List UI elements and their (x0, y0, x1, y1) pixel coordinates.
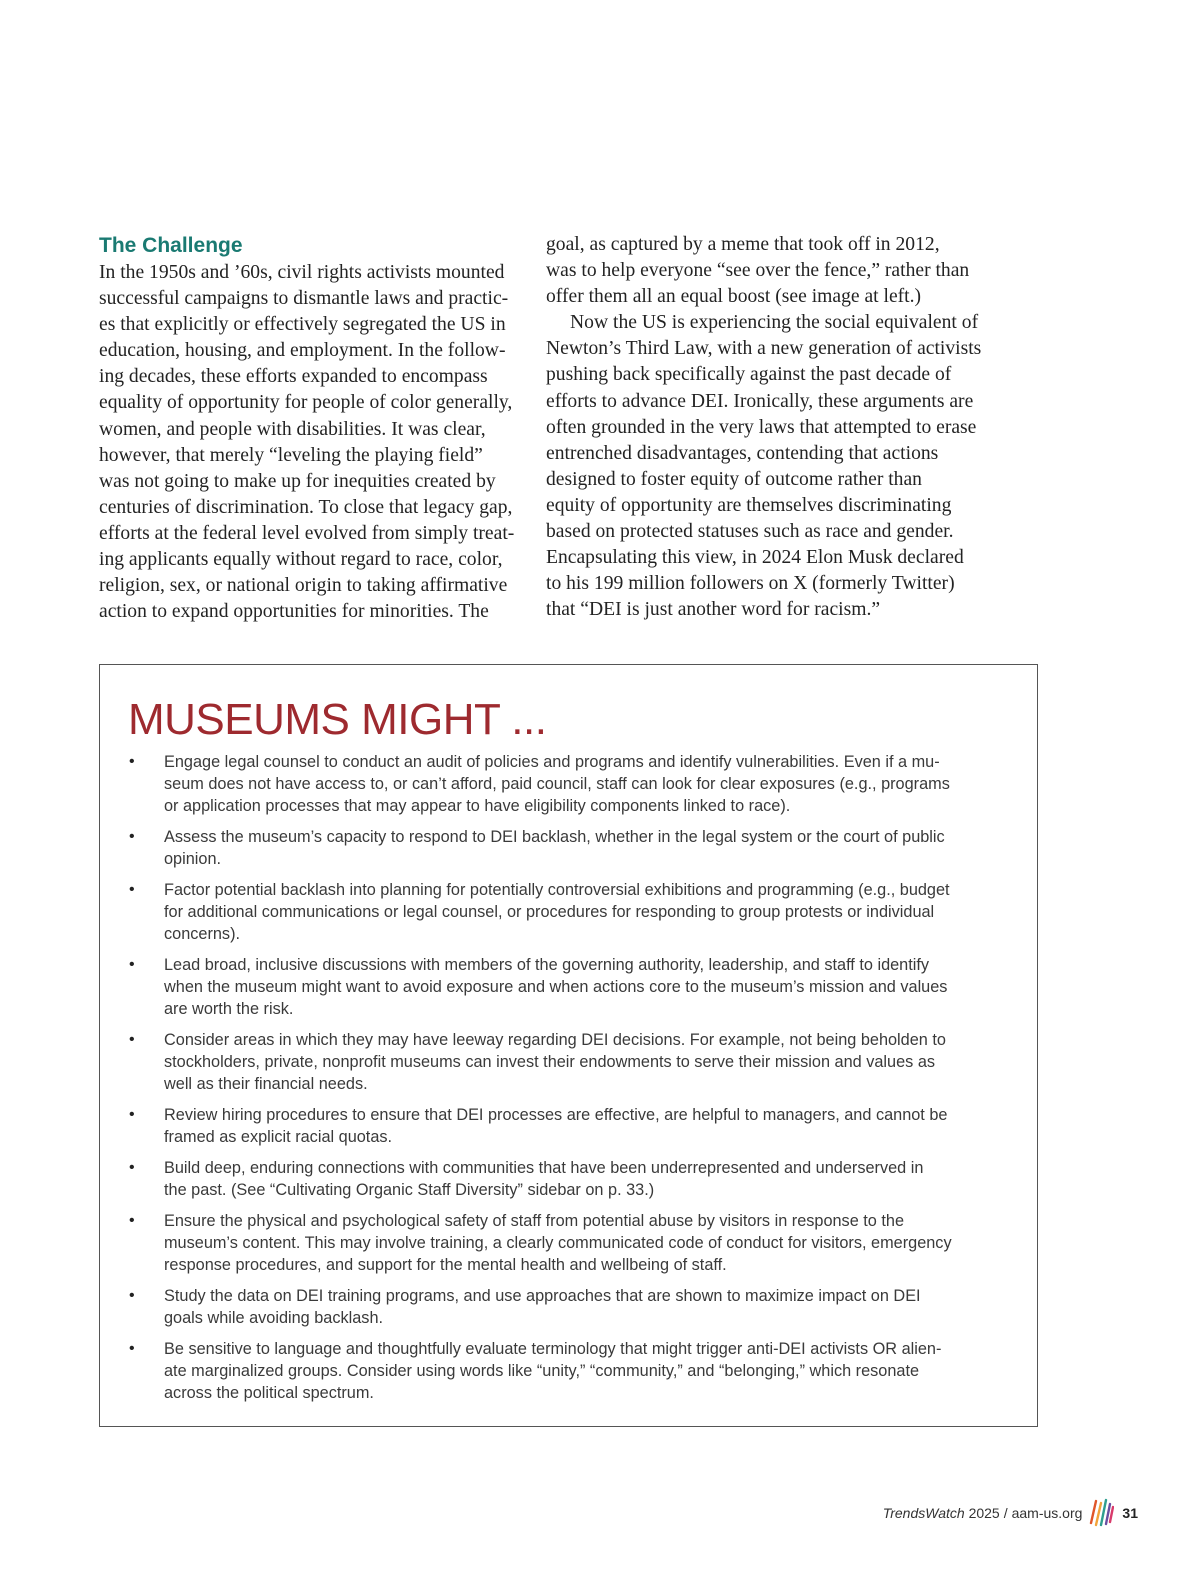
text-line: action to expand opportunities for minorities. The (99, 601, 489, 623)
bullet-icon: • (129, 1031, 135, 1048)
bullet-icon: • (129, 881, 135, 898)
text-line: equality of opportunity for people of color generally, (99, 392, 513, 414)
list-item-line: Ensure the physical and psychological safety of staff from potential abuse by visitors in response to the (164, 1212, 905, 1230)
text-line: efforts at the federal level evolved from simply treat- (99, 522, 515, 544)
text-line: ing decades, these efforts expanded to encompass (99, 366, 488, 388)
text-line: efforts to advance DEI. Ironically, these arguments are (546, 390, 974, 412)
museums-might-box (99, 664, 1038, 1427)
challenge-paragraph-right-2 (546, 310, 982, 623)
list-item (128, 1029, 1018, 1095)
list-item-line: Lead broad, inclusive discussions with members of the governing authority, leadership, and staff to identify (164, 956, 930, 974)
text-line: was not going to make up for inequities created by (99, 470, 496, 492)
list-item (128, 1285, 1018, 1329)
challenge-left-column (99, 232, 529, 625)
list-item (128, 1104, 1018, 1148)
list-item (128, 879, 1018, 945)
list-item (128, 1157, 1018, 1201)
museums-might-title: MUSEUMS MIGHT ... (128, 695, 547, 744)
challenge-paragraph-left (99, 260, 529, 625)
text-line: centuries of discrimination. To close that legacy gap, (99, 496, 513, 518)
text-line: designed to foster equity of outcome rather than (546, 468, 922, 490)
text-line: that “DEI is just another word for racism.” (546, 599, 881, 621)
list-item-line: Study the data on DEI training programs, and use approaches that are shown to maximize impact on DEI (164, 1287, 921, 1305)
list-item-line: ate marginalized groups. Consider using words like “unity,” “community,” and “belonging,” which resonate (164, 1362, 920, 1380)
text-line: equity of opportunity are themselves discriminating (546, 494, 952, 516)
list-item-line: are worth the risk. (164, 1000, 294, 1018)
list-item-line: Be sensitive to language and thoughtfully evaluate terminology that might trigger anti-DEI activists OR alien- (164, 1340, 942, 1358)
text-line: Now the US is experiencing the social equivalent of (570, 312, 979, 334)
list-item-line: when the museum might want to avoid exposure and when actions core to the museum’s mission and values (164, 978, 948, 996)
text-line: In the 1950s and ’60s, civil rights activists mounted (99, 262, 505, 283)
bullet-icon: • (129, 1159, 135, 1176)
list-item-line: response procedures, and support for the mental health and wellbeing of staff. (164, 1256, 727, 1274)
text-line: based on protected statuses such as race and gender. (546, 521, 954, 543)
publication-name: TrendsWatch (882, 1505, 965, 1521)
list-item-line: the past. (See “Cultivating Organic Staff Diversity” sidebar on p. 33.) (164, 1181, 655, 1199)
challenge-paragraph-right-1 (546, 232, 976, 310)
bullet-icon: • (129, 828, 135, 845)
list-item-line: well as their financial needs. (164, 1075, 368, 1093)
footer-separator: / (1003, 1505, 1008, 1521)
list-item-line: seum does not have access to, or can’t afford, paid council, staff can look for clear exposures (e.g., programs (164, 775, 950, 793)
text-line: successful campaigns to dismantle laws and practic- (99, 288, 509, 310)
challenge-right-column (546, 232, 982, 623)
bullet-icon: • (129, 956, 135, 973)
list-item-line: Review hiring procedures to ensure that DEI processes are effective, are helpful to managers, and cannot be (164, 1106, 948, 1124)
logo-stripe (1110, 1507, 1113, 1522)
list-item-line: Build deep, enduring connections with communities that have been underrepresented and underserved in (164, 1159, 924, 1177)
list-item (128, 954, 1018, 1020)
page-number: 31 (1122, 1505, 1138, 1521)
list-item-line: goals while avoiding backlash. (164, 1309, 384, 1327)
bullet-icon: • (129, 753, 135, 770)
bullet-icon: • (129, 1340, 135, 1357)
bullet-icon: • (129, 1106, 135, 1123)
list-item (128, 751, 1018, 817)
list-item (128, 1210, 1018, 1276)
list-item-line: or application processes that may appear to have eligibility components linked to race). (164, 797, 791, 815)
text-line: pushing back specifically against the past decade of (546, 364, 952, 386)
list-item-line: museum’s content. This may involve training, a clearly communicated code of conduct for visitors, emergency (164, 1234, 952, 1252)
logo-stripe (1091, 1501, 1096, 1523)
list-item (128, 826, 1018, 870)
text-line: Encapsulating this view, in 2024 Elon Musk declared (546, 547, 964, 569)
text-line: to his 199 million followers on X (formerly Twitter) (546, 573, 955, 595)
text-line: education, housing, and employment. In the follow- (99, 340, 506, 362)
museums-might-list (128, 751, 1018, 1413)
text-line: entrenched disadvantages, contending that actions (546, 442, 939, 464)
list-item-line: framed as explicit racial quotas. (164, 1128, 393, 1146)
text-line: Newton’s Third Law, with a new generation of activists (546, 338, 982, 360)
section-heading-the-challenge: The Challenge (99, 234, 243, 257)
publication-year: 2025 (968, 1505, 1000, 1521)
text-line: offer them all an equal boost (see image at left.) (546, 286, 922, 308)
text-line: ing applicants equally without regard to race, color, (99, 549, 503, 571)
text-line: goal, as captured by a meme that took off in 2012, (546, 234, 940, 255)
list-item-line: for additional communications or legal counsel, or procedures for responding to group protests or individual (164, 903, 935, 921)
page-footer (883, 1498, 1138, 1528)
website-link[interactable]: aam-us.org (1011, 1505, 1083, 1521)
text-line: was to help everyone “see over the fence,” rather than (546, 260, 970, 282)
text-line: often grounded in the very laws that attempted to erase (546, 416, 977, 438)
aam-stripes-icon (1088, 1497, 1114, 1530)
text-line: religion, sex, or national origin to taking affirmative (99, 575, 508, 597)
text-line: however, that merely “leveling the playing field” (99, 444, 483, 466)
list-item-line: opinion. (164, 850, 222, 868)
logo-stripe (1096, 1503, 1101, 1525)
list-item-line: Assess the museum’s capacity to respond to DEI backlash, whether in the legal system or the court of public (164, 828, 945, 846)
list-item-line: concerns). (164, 925, 241, 943)
list-item-line: stockholders, private, nonprofit museums can invest their endowments to serve their mission and values as (164, 1053, 936, 1071)
list-item-line: Consider areas in which they may have leeway regarding DEI decisions. For example, not being beholden to (164, 1031, 946, 1049)
list-item-line: Engage legal counsel to conduct an audit of policies and programs and identify vulnerabilities. Even if a mu- (164, 753, 940, 771)
list-item-line: Factor potential backlash into planning for potentially controversial exhibitions and programming (e.g., budget (164, 881, 950, 899)
list-item-line: across the political spectrum. (164, 1384, 374, 1402)
bullet-icon: • (129, 1287, 135, 1304)
bullet-icon: • (129, 1212, 135, 1229)
text-line: women, and people with disabilities. It was clear, (99, 418, 486, 440)
text-line: es that explicitly or effectively segregated the US in (99, 314, 506, 336)
list-item (128, 1338, 1018, 1404)
